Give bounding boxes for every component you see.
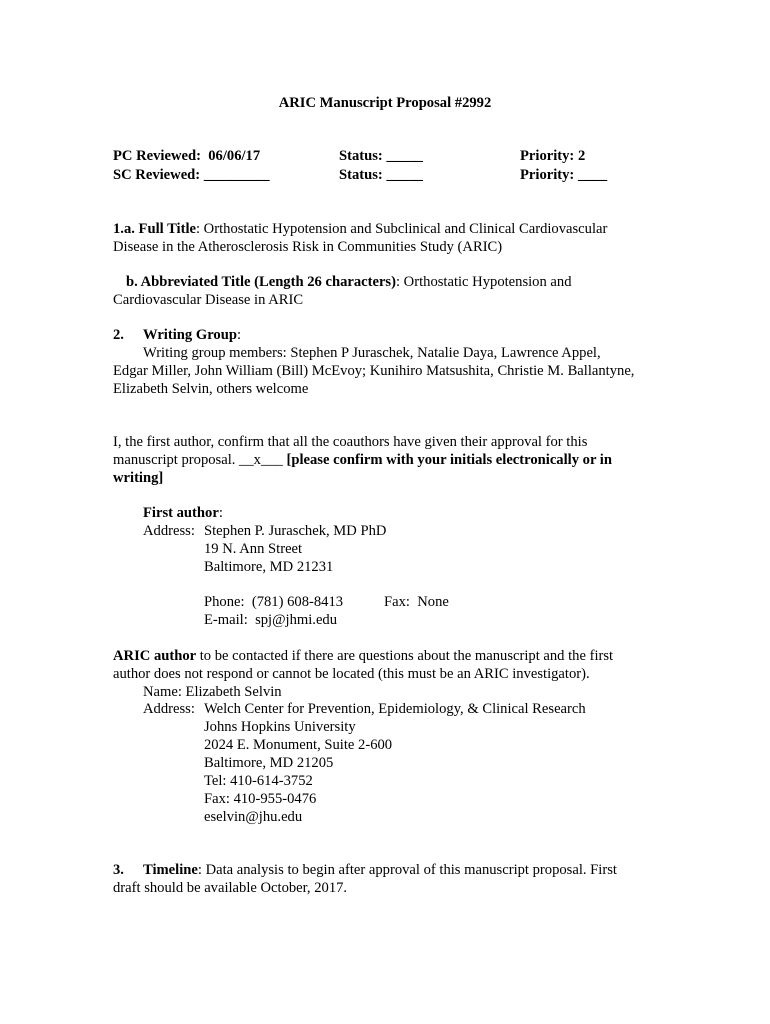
- writing-group-label: Writing Group: [143, 327, 237, 343]
- section-2-number: 2.: [113, 327, 124, 343]
- writing-group-heading: [143, 326, 241, 344]
- aric-author-address-label: Address:: [143, 701, 195, 717]
- pc-reviewed-label: PC Reviewed:: [113, 148, 201, 164]
- writing-group-members-3: Elizabeth Selvin, others welcome: [113, 381, 309, 397]
- confirm-line-2: [113, 451, 612, 469]
- aric-author-desc-1: to be contacted if there are questions about the manuscript and the first: [196, 648, 614, 664]
- email-label: E-mail:: [204, 612, 248, 628]
- aric-author-name: Name: Elizabeth Selvin: [143, 684, 282, 700]
- pc-reviewed-value: 06/06/17: [208, 148, 261, 164]
- aric-author-line-2: author does not respond or cannot be located (this must be an ARIC investigator).: [113, 666, 590, 682]
- status-line-1: [339, 147, 423, 165]
- phone-value: (781) 608-8413: [251, 594, 344, 610]
- sc-reviewed-line: [113, 166, 269, 184]
- status-label-2: Status:: [339, 167, 383, 183]
- status-value-2: _____: [386, 167, 423, 183]
- aric-author-fax: Fax: 410-955-0476: [204, 791, 317, 807]
- abbrev-title-line-1: [126, 273, 572, 291]
- first-author-city: Baltimore, MD 21231: [204, 559, 334, 575]
- first-author-colon: :: [218, 505, 223, 521]
- priority-value-1: 2: [577, 148, 586, 164]
- priority-line-1: [520, 147, 585, 165]
- document-title: ARIC Manuscript Proposal #2992: [278, 95, 492, 111]
- email-value: spj@jhmi.edu: [255, 612, 338, 628]
- status-value-1: _____: [386, 148, 423, 164]
- first-author-phone: [204, 593, 343, 611]
- first-author-address-label: Address:: [143, 523, 195, 539]
- aric-author-tel: Tel: 410-614-3752: [204, 773, 313, 789]
- confirm-bold-2: writing]: [113, 470, 164, 486]
- phone-label: Phone:: [204, 594, 245, 610]
- sc-reviewed-label: SC Reviewed:: [113, 167, 201, 183]
- confirm-line-3: [113, 469, 163, 487]
- timeline-label: Timeline: [143, 862, 198, 878]
- abbrev-title-label: b. Abbreviated Title (Length 26 characters): [126, 274, 396, 290]
- first-author-email: [204, 611, 337, 629]
- full-title-text-1: : Orthostatic Hypotension and Subclinical and Clinical Cardiovascular: [195, 221, 608, 237]
- aric-author-addr-4: Baltimore, MD 21205: [204, 755, 334, 771]
- aric-author-addr-3: 2024 E. Monument, Suite 2-600: [204, 737, 393, 753]
- timeline-text-1: : Data analysis to begin after approval of this manuscript proposal. First: [197, 862, 617, 878]
- aric-author-label: ARIC author: [113, 648, 197, 664]
- section-3-number: 3.: [113, 862, 124, 878]
- aric-author-addr-1: Welch Center for Prevention, Epidemiology, & Clinical Research: [204, 701, 586, 717]
- confirm-plain: manuscript proposal. __x___: [113, 452, 287, 468]
- abbrev-title-text-1: : Orthostatic Hypotension and: [395, 274, 572, 290]
- writing-group-members-2: Edgar Miller, John William (Bill) McEvoy; Kunihiro Matsushita, Christie M. Ballantyne,: [113, 363, 635, 379]
- first-author-fax: [384, 593, 449, 611]
- priority-label-1: Priority:: [520, 148, 575, 164]
- writing-group-colon: :: [236, 327, 241, 343]
- status-line-2: [339, 166, 423, 184]
- priority-value-2: ____: [577, 167, 608, 183]
- aric-author-email: eselvin@jhu.edu: [204, 809, 303, 825]
- timeline-line-2: draft should be available October, 2017.: [113, 880, 348, 896]
- fax-label: Fax:: [384, 594, 410, 610]
- first-author-label: First author: [143, 505, 219, 521]
- first-author-street: 19 N. Ann Street: [204, 541, 303, 557]
- first-author-name: Stephen P. Juraschek, MD PhD: [204, 523, 387, 539]
- confirm-line-1: I, the first author, confirm that all the coauthors have given their approval for this: [113, 434, 588, 450]
- confirm-bold: [please confirm with your initials electronically or in: [286, 452, 612, 468]
- writing-group-members-1: Writing group members: Stephen P Juraschek, Natalie Daya, Lawrence Appel,: [143, 345, 601, 361]
- full-title-line-2: Disease in the Atherosclerosis Risk in Communities Study (ARIC): [113, 239, 503, 255]
- abbrev-title-line-2: Cardiovascular Disease in ARIC: [113, 292, 304, 308]
- priority-line-2: [520, 166, 607, 184]
- priority-label-2: Priority:: [520, 167, 575, 183]
- full-title-line-1: [113, 220, 607, 238]
- fax-value: None: [417, 594, 449, 610]
- sc-reviewed-value: _________: [203, 167, 270, 183]
- timeline-line-1: [143, 861, 617, 879]
- full-title-label: 1.a. Full Title: [113, 221, 196, 237]
- aric-author-line-1: [113, 647, 613, 665]
- status-label-1: Status:: [339, 148, 383, 164]
- aric-author-addr-2: Johns Hopkins University: [204, 719, 356, 735]
- pc-reviewed-line: [113, 147, 260, 165]
- first-author-heading: [143, 504, 223, 522]
